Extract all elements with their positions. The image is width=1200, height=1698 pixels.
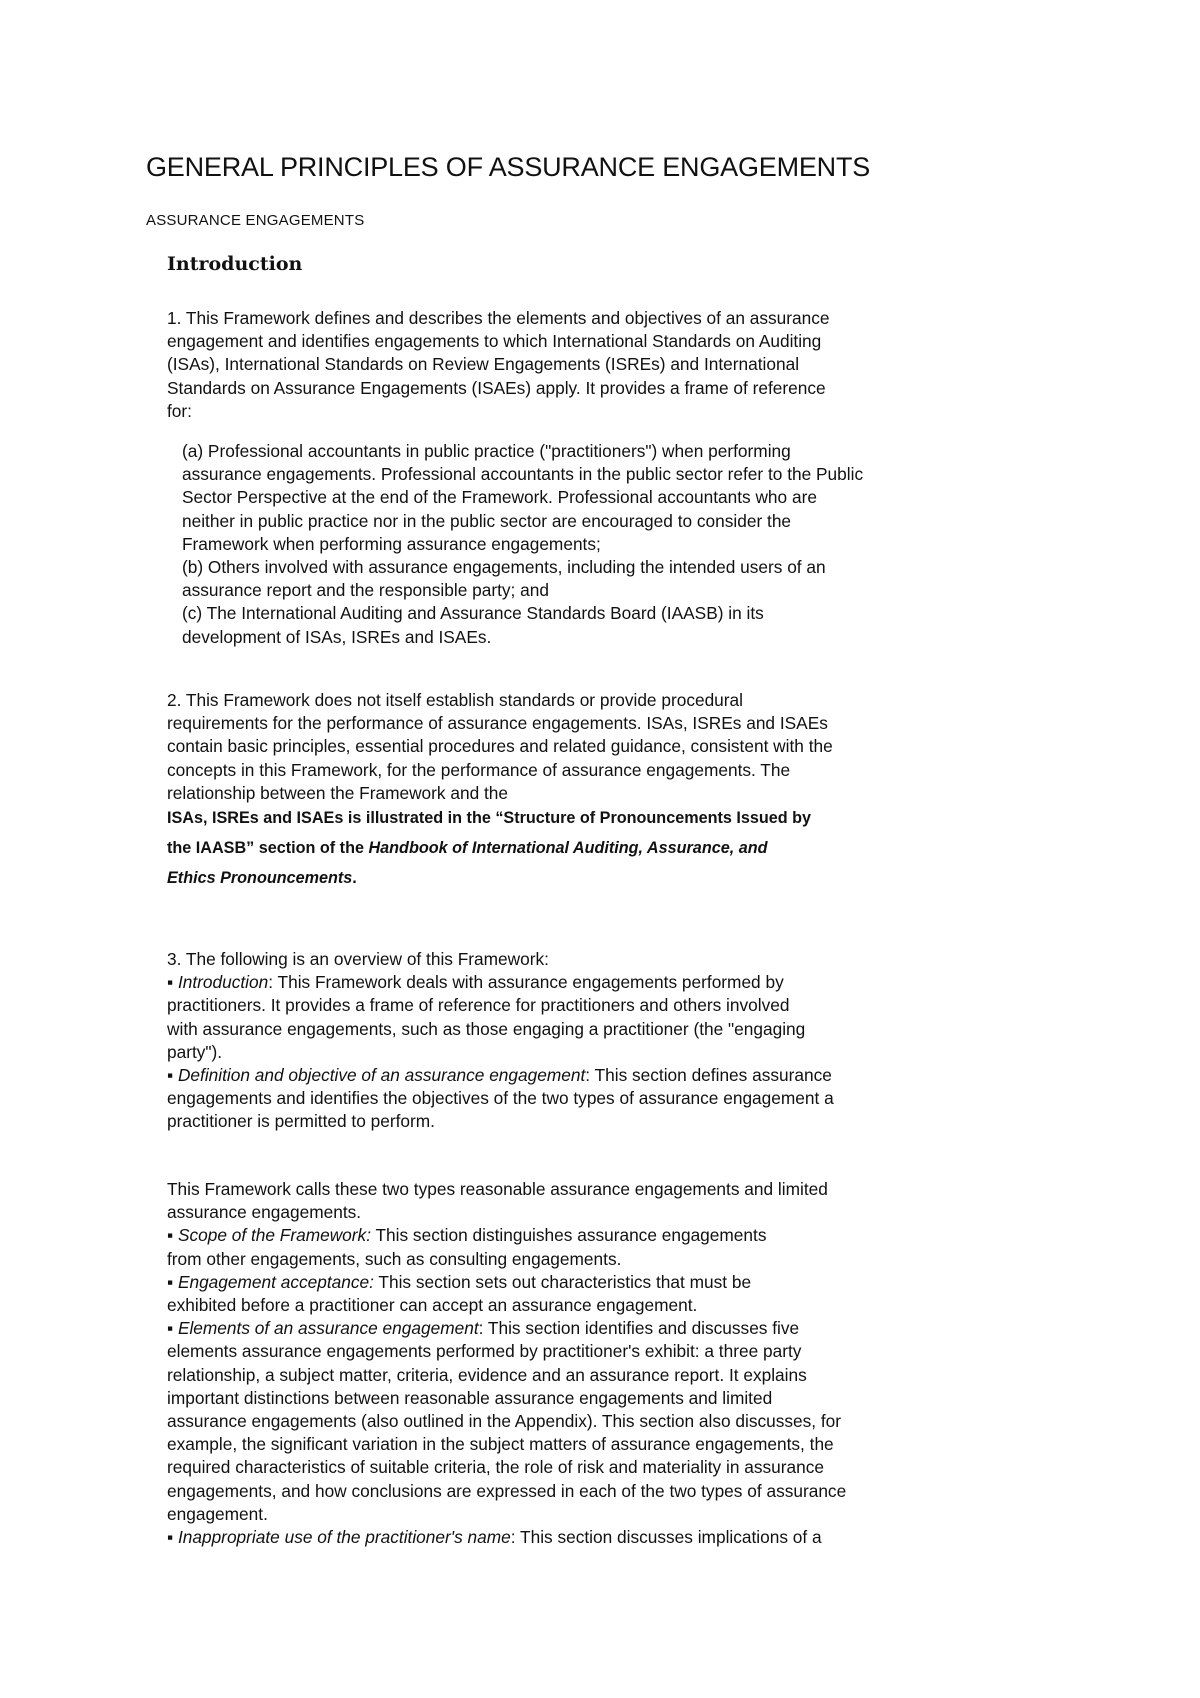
text-line: engagements and identifies the objectives of the two types of assurance engagement a bbox=[167, 1088, 834, 1109]
list-item-line: (a) Professional accountants in public practice ("practitioners") when performing bbox=[182, 441, 791, 461]
text-run: : This section discusses implications of a bbox=[510, 1527, 822, 1548]
text-line: practitioners. It provides a frame of reference for practitioners and others involved bbox=[167, 995, 790, 1016]
text-run: . bbox=[352, 869, 357, 887]
list-item-line: (b) Others involved with assurance engagements, including the intended users of an bbox=[182, 557, 826, 578]
text-line: engagement and identifies engagements to which International Standards on Auditing bbox=[167, 331, 822, 352]
text-run: This section sets out characteristics that must be bbox=[373, 1271, 752, 1292]
bullet-line bbox=[167, 1317, 846, 1340]
text-line: required characteristics of suitable criteria, the role of risk and materiality in assurance bbox=[167, 1457, 824, 1478]
list-item-line: (c) The International Auditing and Assurance Standards Board (IAASB) in its bbox=[182, 603, 764, 624]
text-line: (ISAs), International Standards on Review Engagements (ISREs) and International bbox=[167, 354, 800, 375]
text-line: elements assurance engagements performed by practitioner's exhibit: a three party bbox=[167, 1341, 802, 1362]
text-line: Standards on Assurance Engagements (ISAEs) apply. It provides a frame of reference bbox=[167, 377, 826, 398]
bullet-label: Definition and objective of an assurance engagement bbox=[177, 1065, 586, 1086]
text-line: This Framework calls these two types reasonable assurance engagements and limited bbox=[167, 1179, 828, 1199]
bullet-icon: ▪ bbox=[167, 1271, 178, 1292]
text-run: : This section identifies and discusses five bbox=[478, 1318, 800, 1339]
text-line: with assurance engagements, such as those engaging a practitioner (the "engaging bbox=[167, 1018, 806, 1039]
list-item-line: assurance report and the responsible party; and bbox=[182, 580, 549, 601]
text-line: 1. This Framework defines and describes the elements and objectives of an assurance bbox=[167, 308, 830, 328]
text-run: : This Framework deals with assurance engagements performed by bbox=[268, 972, 784, 993]
bullet-line bbox=[167, 1224, 846, 1247]
text-run: : This section defines assurance bbox=[585, 1065, 832, 1086]
bullet-label: Inappropriate use of the practitioner's name bbox=[177, 1527, 511, 1548]
text-run: This section distinguishes assurance engagements bbox=[371, 1225, 767, 1246]
paragraph-1-list bbox=[182, 440, 863, 649]
text-line: for: bbox=[167, 400, 192, 421]
text-line: exhibited before a practitioner can accept an assurance engagement. bbox=[167, 1295, 698, 1316]
list-item-line: Sector Perspective at the end of the Framework. Professional accountants who are bbox=[182, 487, 817, 508]
handbook-title: Handbook of International Auditing, Assurance, and bbox=[368, 839, 768, 857]
paragraph-4 bbox=[167, 1178, 846, 1549]
text-line: from other engagements, such as consulting engagements. bbox=[167, 1248, 622, 1269]
text-line: engagements, and how conclusions are expressed in each of the two types of assurance bbox=[167, 1480, 847, 1501]
text-line: important distinctions between reasonable assurance engagements and limited bbox=[167, 1387, 773, 1408]
bullet-icon: ▪ bbox=[167, 1065, 178, 1086]
bullet-icon: ▪ bbox=[167, 1318, 178, 1339]
list-item-line: Framework when performing assurance engagements; bbox=[182, 533, 601, 554]
bullet-label: Scope of the Framework: bbox=[177, 1225, 371, 1246]
text-line: relationship between the Framework and the bbox=[167, 782, 509, 803]
bullet-label: Introduction bbox=[177, 972, 269, 993]
text-line: 2. This Framework does not itself establish standards or provide procedural bbox=[167, 690, 744, 710]
paragraph-3 bbox=[167, 948, 834, 1134]
bullet-icon: ▪ bbox=[167, 1527, 178, 1548]
text-line: practitioner is permitted to perform. bbox=[167, 1111, 435, 1132]
list-item-line: assurance engagements. Professional accountants in the public sector refer to the Public bbox=[182, 464, 864, 485]
list-item-line: neither in public practice nor in the public sector are encouraged to consider the bbox=[182, 510, 792, 531]
bullet-line bbox=[167, 1526, 846, 1549]
text-line bbox=[167, 833, 811, 863]
paragraph-2 bbox=[167, 689, 833, 805]
section-title: ASSURANCE ENGAGEMENTS bbox=[146, 212, 365, 229]
text-line: contain basic principles, essential procedures and related guidance, consistent with the bbox=[167, 736, 833, 757]
text-line: ISAs, ISREs and ISAEs is illustrated in the “Structure of Pronouncements Issued by bbox=[167, 809, 812, 827]
bullet-label: Elements of an assurance engagement bbox=[177, 1318, 479, 1339]
bullet-line bbox=[167, 1064, 834, 1087]
bullet-line bbox=[167, 1271, 846, 1294]
introduction-heading: Introduction bbox=[167, 253, 303, 275]
text-run: the IAASB” section of the bbox=[167, 839, 369, 857]
text-line: 3. The following is an overview of this Framework: bbox=[167, 949, 549, 969]
text-line: example, the significant variation in the subject matters of assurance engagements, the bbox=[167, 1434, 834, 1455]
text-line: engagement. bbox=[167, 1503, 268, 1524]
bullet-icon: ▪ bbox=[167, 1225, 178, 1246]
bullet-label: Engagement acceptance: bbox=[177, 1271, 374, 1292]
text-line: assurance engagements (also outlined in the Appendix). This section also discusses, for bbox=[167, 1411, 842, 1432]
text-line: concepts in this Framework, for the performance of assurance engagements. The bbox=[167, 759, 791, 780]
paragraph-2-tail bbox=[167, 803, 811, 893]
text-line: requirements for the performance of assurance engagements. ISAs, ISREs and ISAEs bbox=[167, 713, 828, 734]
text-line: relationship, a subject matter, criteria, evidence and an assurance report. It explains bbox=[167, 1364, 807, 1385]
text-line: assurance engagements. bbox=[167, 1202, 362, 1223]
handbook-title-end: Ethics Pronouncements bbox=[167, 869, 353, 887]
text-line: party"). bbox=[167, 1041, 223, 1062]
text-line bbox=[167, 863, 811, 893]
bullet-icon: ▪ bbox=[167, 972, 178, 993]
list-item-line: development of ISAs, ISREs and ISAEs. bbox=[182, 626, 492, 647]
bullet-line bbox=[167, 971, 834, 994]
paragraph-1 bbox=[167, 307, 829, 423]
document-title: GENERAL PRINCIPLES OF ASSURANCE ENGAGEMENTS bbox=[146, 152, 871, 182]
